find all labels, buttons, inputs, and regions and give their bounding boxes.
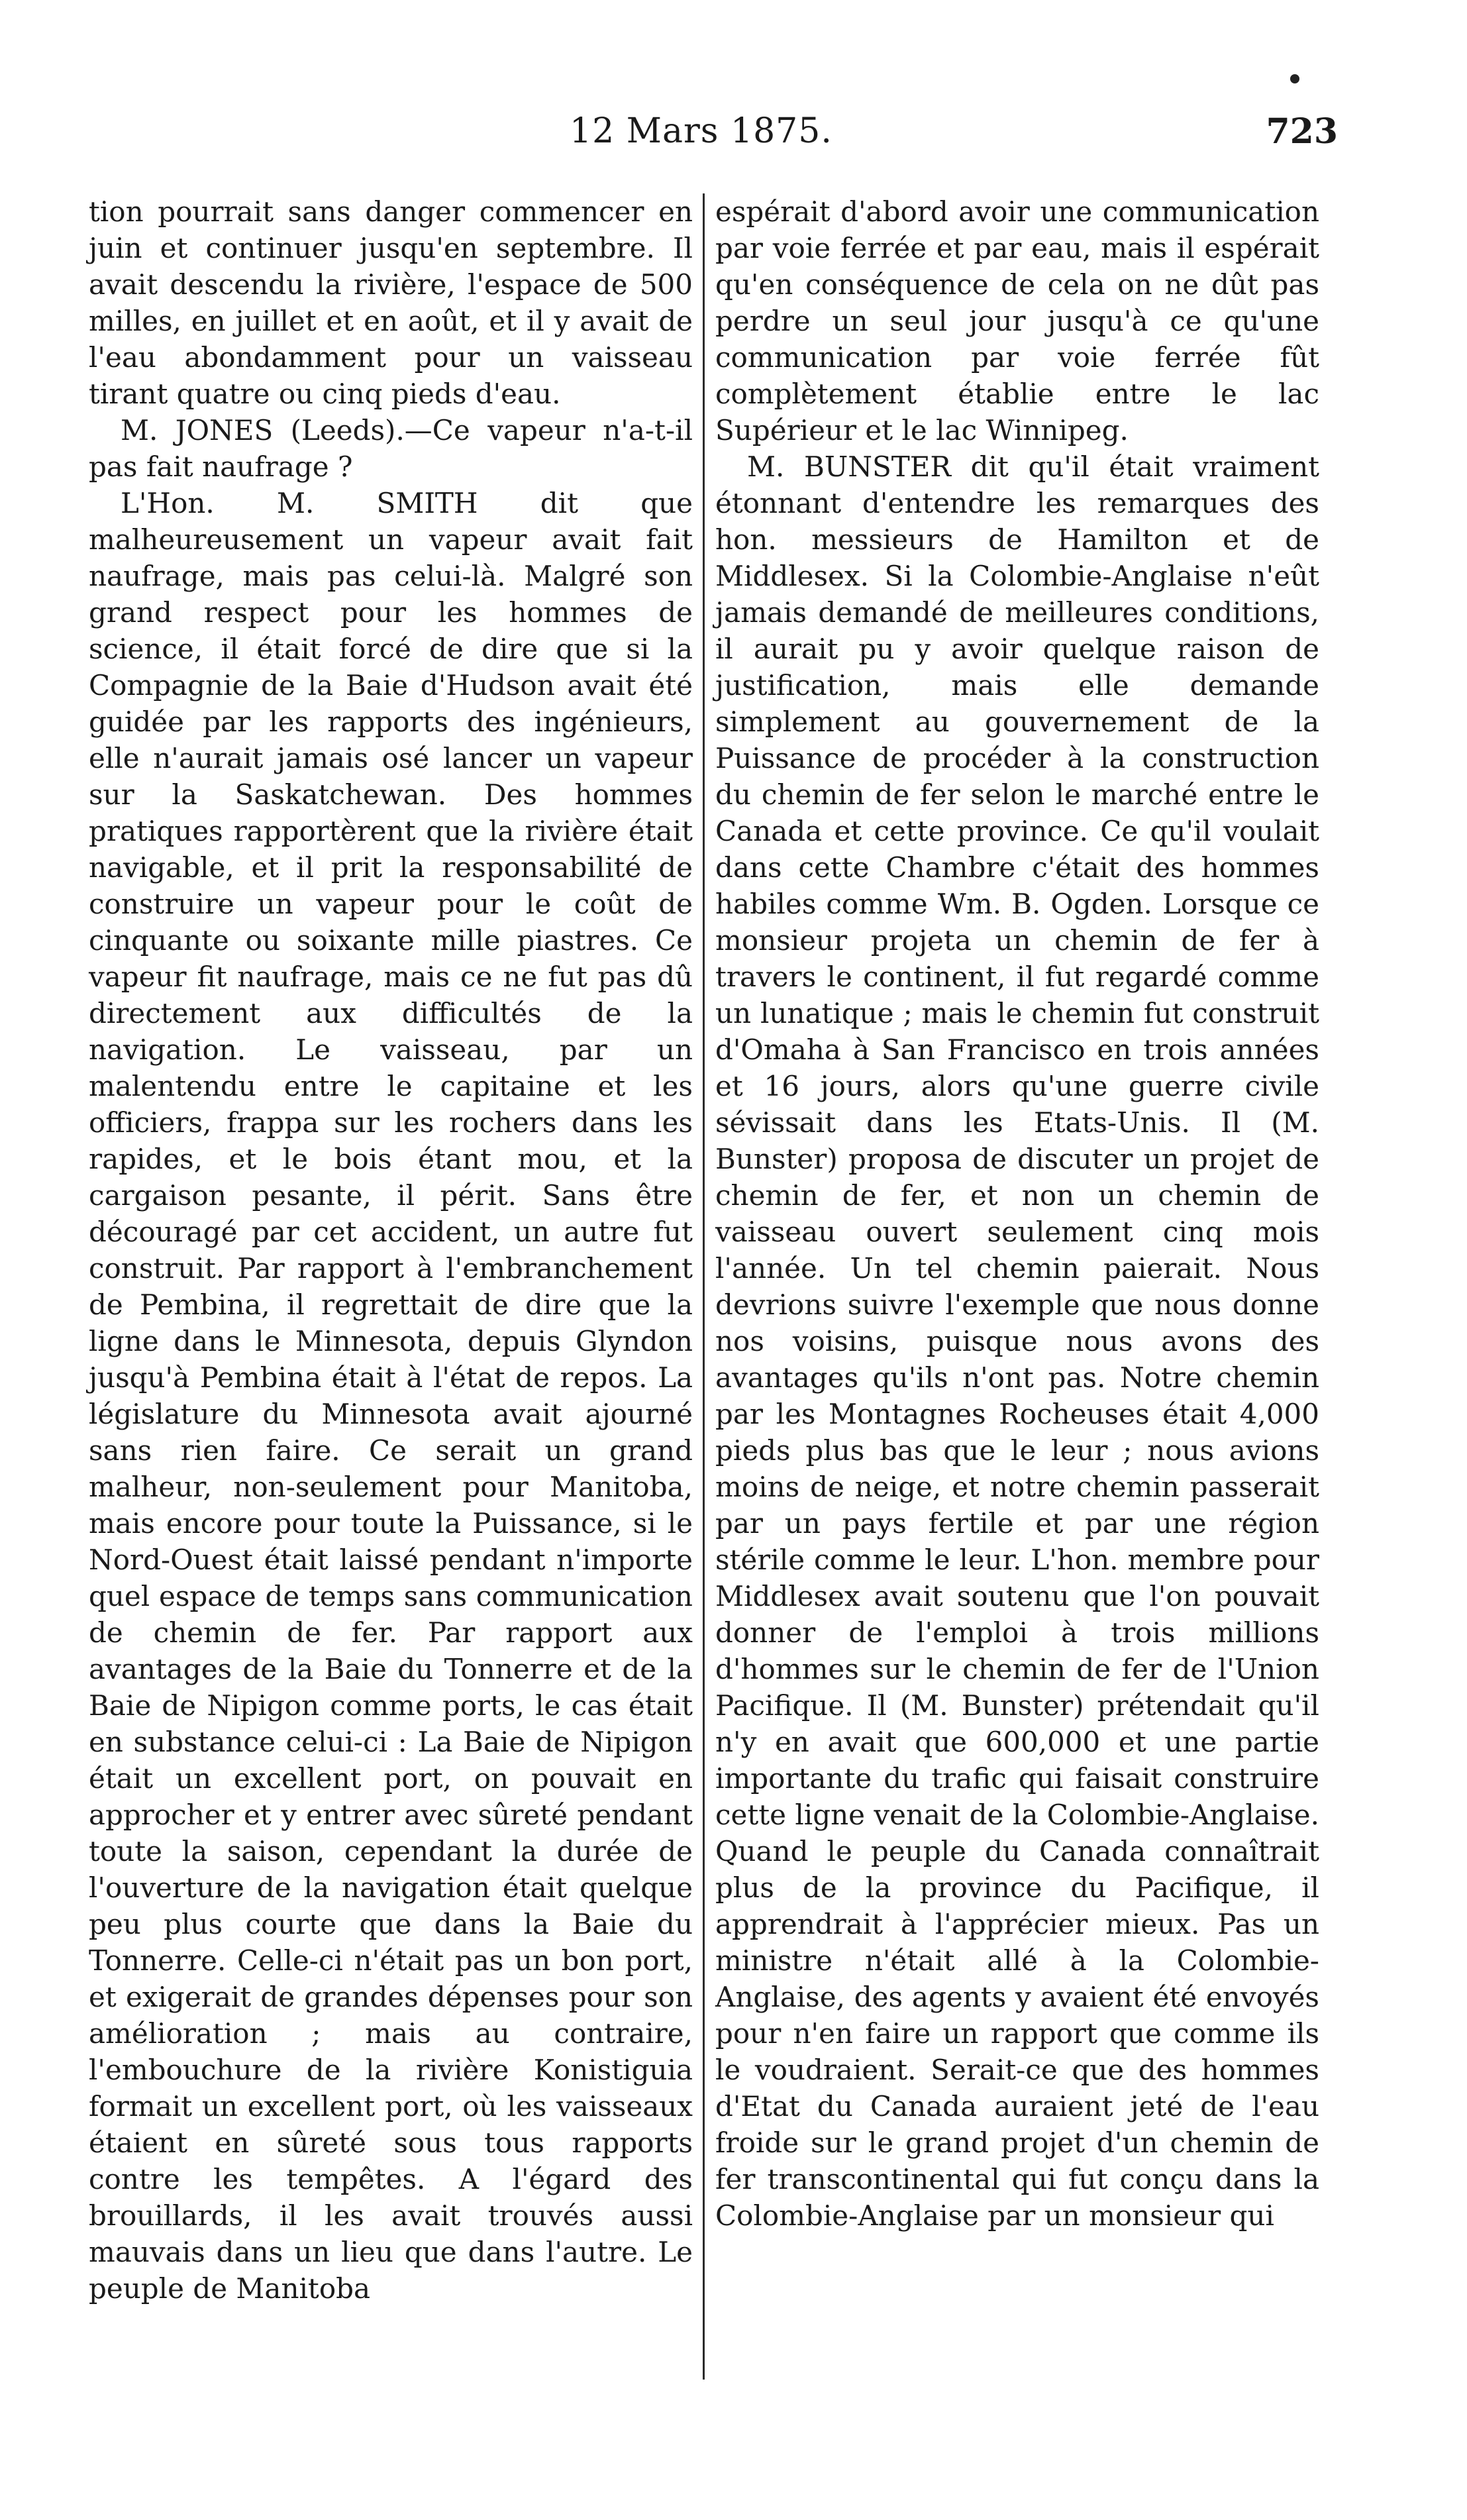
ink-speck: [1290, 74, 1299, 83]
issue-date: 12 Mars 1875.: [570, 111, 833, 151]
paragraph: espérait d'abord avoir une communication par voie ferrée et par eau, mais il espérait qu'en conséquence de cela on ne dût pas perdre un seul jour jusqu'à ce qu'une communication par voie ferrée fût complètement établie entre le lac Supérieur et le lac Winnipeg.: [715, 195, 1319, 446]
left-column: [89, 193, 693, 2307]
paragraph: L'Hon. M. SMITH dit que malheureusement un vapeur avait fait naufrage, mais pas celui-là. Malgré son grand respect pour les hommes de science, il était forcé de dire que si la Compagnie de la Baie d'Hudson avait été guidée par les rapports des ingénieurs, elle n'aurait jamais osé lancer un vapeur sur la Saskatchewan. Des hommes pratiques rapportèrent que la rivière était navigable, et il prit la responsabilité de construire un vapeur pour le coût de cinquante ou soixante mille piastres. Ce vapeur fit naufrage, mais ce ne fut pas dû directement aux difficultés de la navigation. Le vaisseau, par un malentendu entre le capitaine et les officiers, frappa sur les rochers dans les rapides, et le bois étant mou, et la cargaison pesante, il périt. Sans être découragé par cet accident, un autre fut construit. Par rapport à l'embranchement de Pembina, il regrettait de dire que la ligne dans le Minnesota, depuis Glyndon jusqu'à Pembina était à l'état de repos. La législature du Minnesota avait ajourné sans rien faire. Ce serait un grand malheur, non-seulement pour Manitoba, mais encore pour toute la Puissance, si le Nord-Ouest était laissé pendant n'importe quel espace de temps sans communication de chemin de fer. Par rapport aux avantages de la Baie du Tonnerre et de la Baie de Nipigon comme ports, le cas était en substance celui-ci : La Baie de Nipigon était un excellent port, on pouvait en approcher et y entrer avec sûreté pendant toute la saison, cependant la durée de l'ouverture de la navigation était quelque peu plus courte que dans la Baie du Tonnerre. Celle-ci n'était pas un bon port, et exigerait de grandes dépenses pour son amélioration ; mais au contraire, l'embouchure de la rivière Konistiguia formait un excellent port, où les vaisseaux étaient en sûreté sous tous rapports contre les tempêtes. A l'égard des brouillards, il les avait trouvés aussi mauvais dans un lieu que dans l'autre. Le peuple de Manitoba: [89, 487, 693, 2305]
running-head: [0, 111, 1467, 164]
paragraph: tion pourrait sans danger commencer en juin et continuer jusqu'en septembre. Il avait descendu la rivière, l'espace de 500 milles, en juillet et en août, et il y avait de l'eau abondamment pour un vaisseau tirant quatre ou cinq pieds d'eau.: [89, 195, 693, 410]
page-number: 723: [1266, 111, 1338, 152]
paragraph: M. BUNSTER dit qu'il était vraiment étonnant d'entendre les remarques des hon. messieurs de Hamilton et de Middlesex. Si la Colombie-Anglaise n'eût jamais demandé de meilleures conditions, il aurait pu y avoir quelque raison de justification, mais elle demande simplement au gouvernement de la Puissance de procéder à la construction du chemin de fer selon le marché entre le Canada et cette province. Ce qu'il voulait dans cette Chambre c'était des hommes habiles comme Wm. B. Ogden. Lorsque ce monsieur projeta un chemin de fer à travers le continent, il fut regardé comme un lunatique ; mais le chemin fut construit d'Omaha à San Francisco en trois années et 16 jours, alors qu'une guerre civile sévissait dans les Etats-Unis. Il (M. Bunster) proposa de discuter un projet de chemin de fer, et non un chemin de vaisseau ouvert seulement cinq mois l'année. Un tel chemin paierait. Nous devrions suivre l'exemple que nous donne nos voisins, puisque nous avons des avantages qu'ils n'ont pas. Notre chemin par les Montagnes Rocheuses était 4,000 pieds plus bas que le leur ; nous avions moins de neige, et notre chemin passerait par un pays fertile et par une région stérile comme le leur. L'hon. membre pour Middlesex avait soutenu que l'on pouvait donner de l'emploi à trois millions d'hommes sur le chemin de fer de l'Union Pacifique. Il (M. Bunster) prétendait qu'il n'y en avait que 600,000 et une partie importante du trafic qui faisait construire cette ligne venait de la Colombie-Anglaise. Quand le peuple du Canada connaîtrait plus de la province du Pacifique, il apprendrait à l'apprécier mieux. Pas un ministre n'était allé à la Colombie-Anglaise, des agents y avaient été envoyés pour n'en faire un rapport que comme ils le voudraient. Serait-ce que des hommes d'Etat du Canada auraient jeté de l'eau froide sur le grand projet d'un chemin de fer transcontinental qui fut conçu dans la Colombie-Anglaise par un monsieur qui: [715, 450, 1319, 2232]
paragraph: M. JONES (Leeds).—Ce vapeur n'a-t-il pas fait naufrage ?: [89, 414, 693, 483]
column-divider: [703, 193, 705, 2380]
right-column: [715, 193, 1319, 2234]
